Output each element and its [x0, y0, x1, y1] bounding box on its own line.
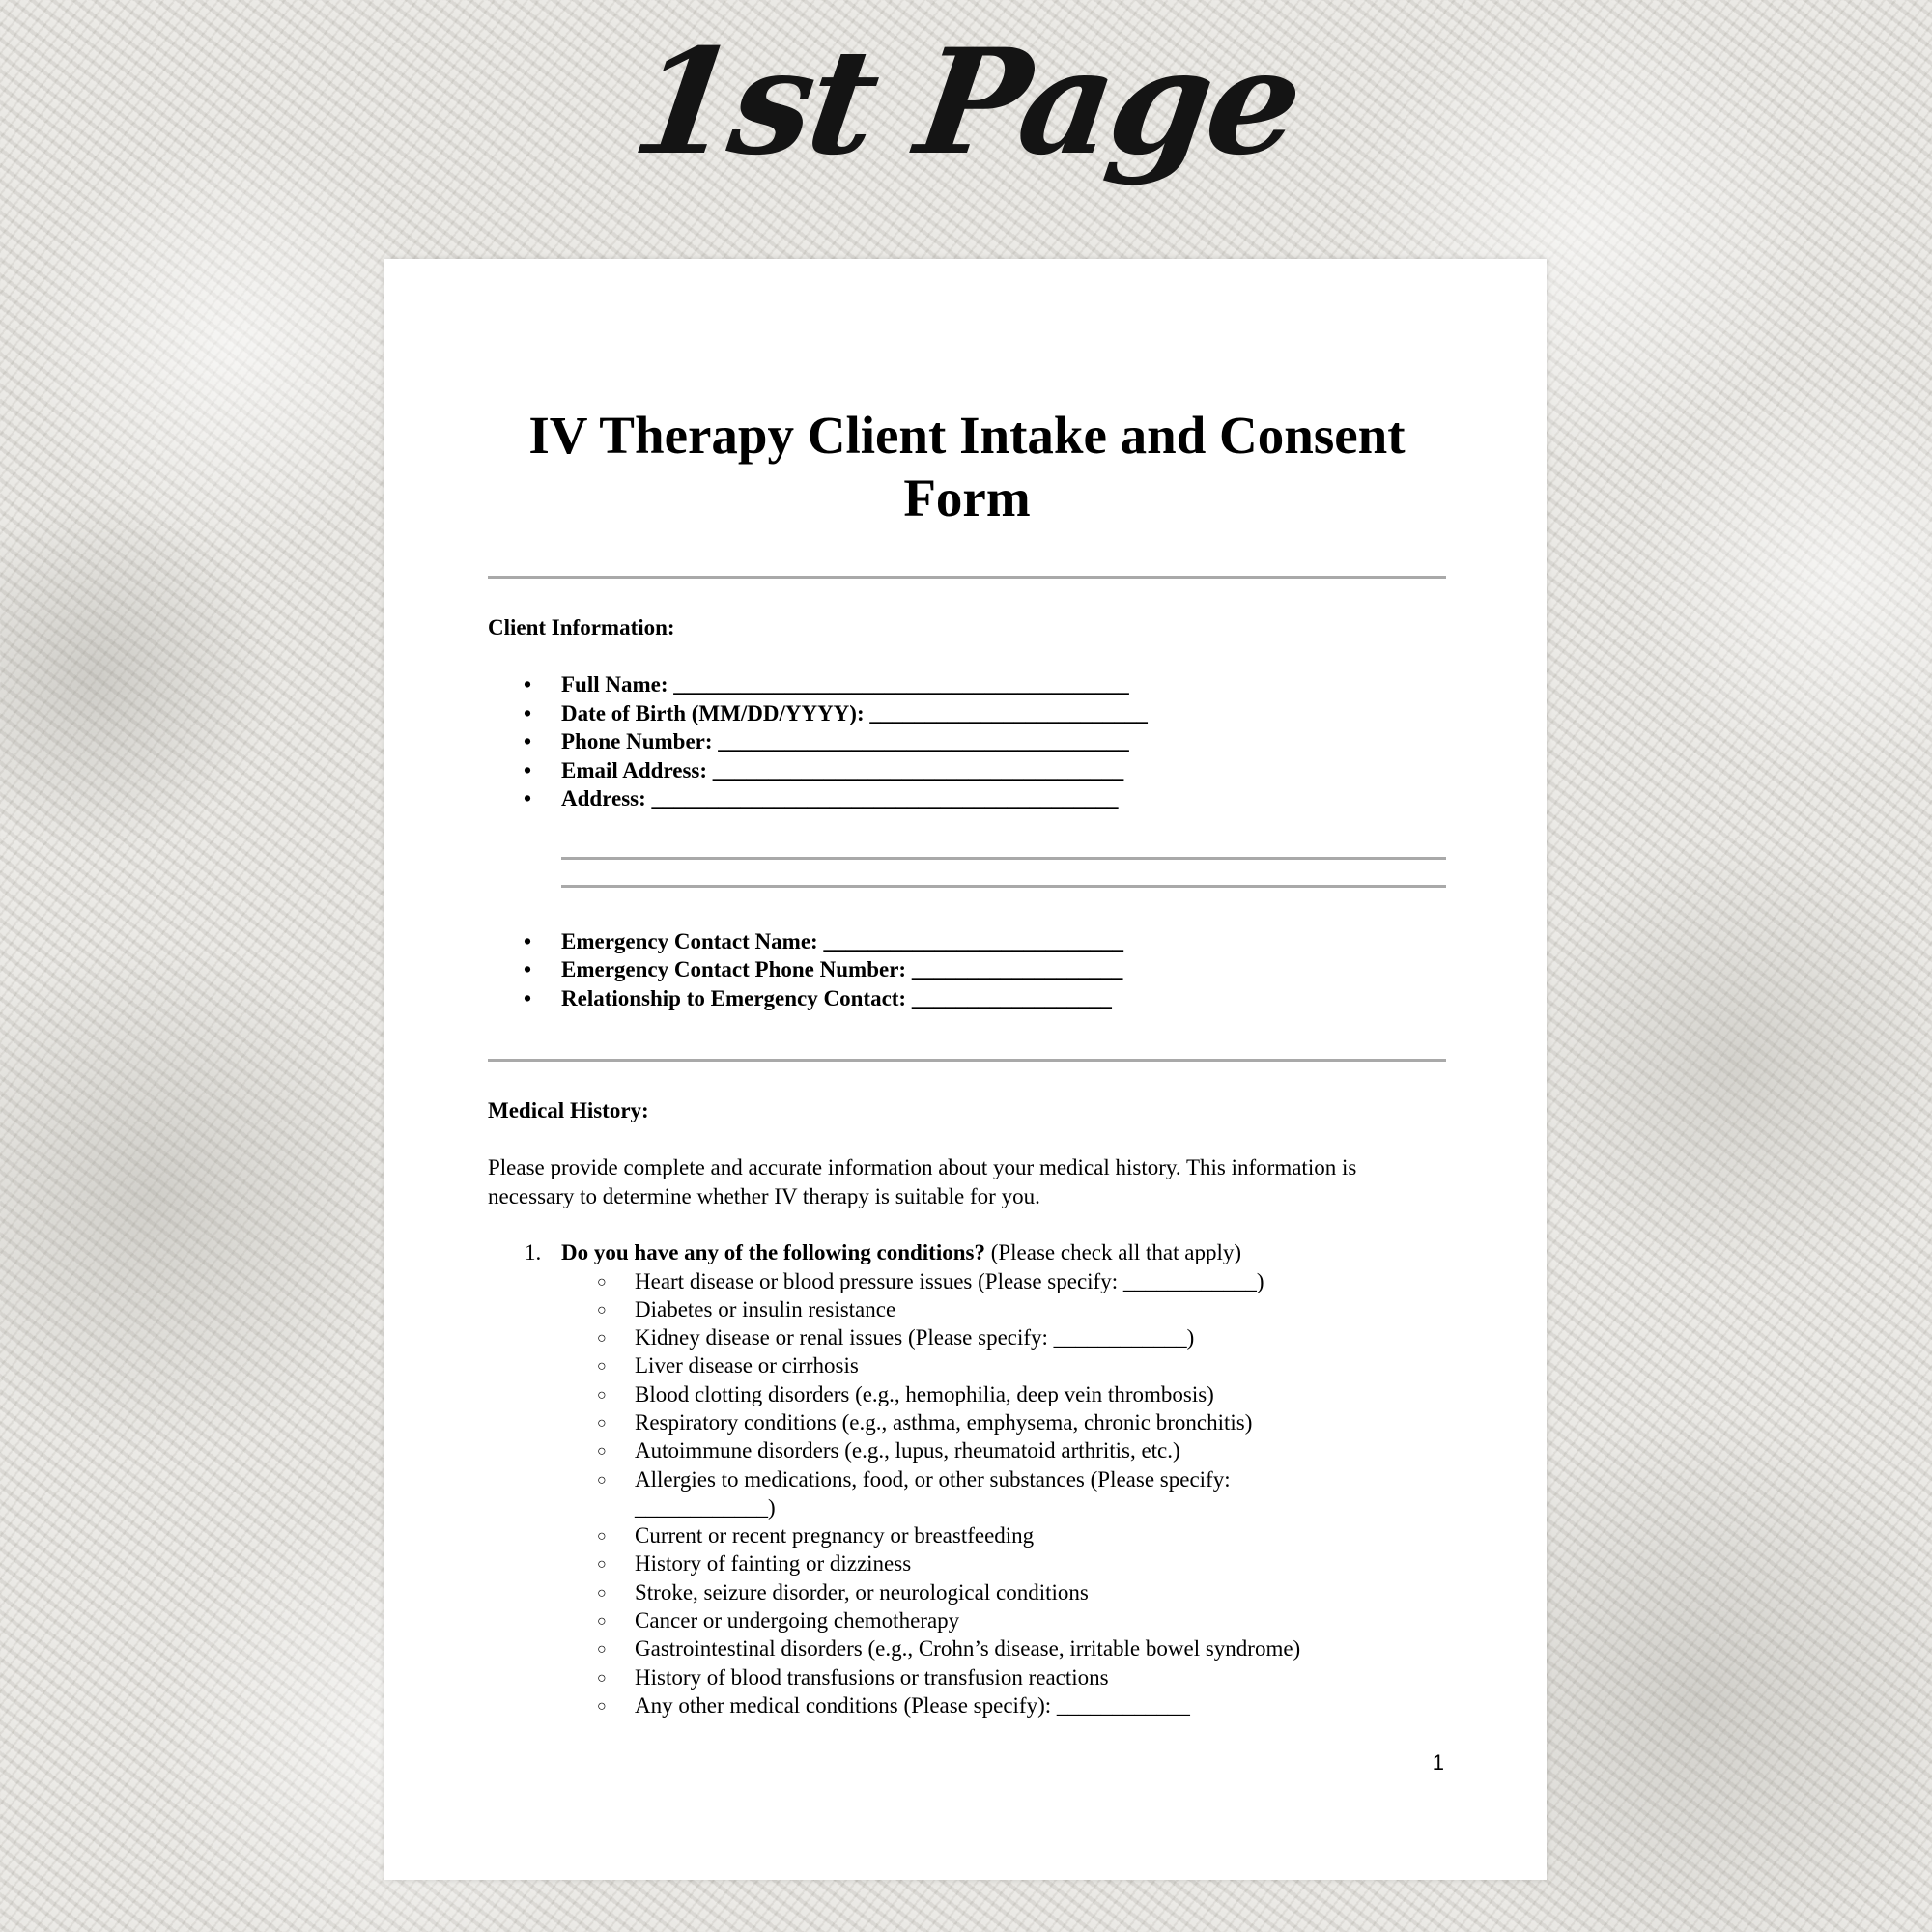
checkbox-circle-icon[interactable]: ○ [597, 1556, 607, 1574]
condition-item[interactable] [488, 1323, 1446, 1351]
field-phone-number[interactable] [488, 727, 1446, 756]
document-title: IV Therapy Client Intake and Consent Form [528, 406, 1406, 527]
condition-item[interactable] [488, 1634, 1446, 1662]
condition-item[interactable] [488, 1351, 1446, 1379]
document-page [384, 259, 1547, 1880]
condition-label: Any other medical conditions (Please specify): ____________ [635, 1692, 1190, 1718]
field-date-of-birth[interactable] [488, 699, 1446, 728]
checkbox-circle-icon[interactable]: ○ [597, 1301, 607, 1319]
checkbox-circle-icon[interactable]: ○ [597, 1528, 607, 1546]
bullet-icon: • [524, 757, 532, 782]
field-label: Emergency Contact Phone Number: ___________________ [561, 957, 1123, 981]
bullet-icon: • [524, 729, 532, 753]
checkbox-circle-icon[interactable]: ○ [597, 1273, 607, 1291]
condition-label: History of blood transfusions or transfusion reactions [635, 1664, 1109, 1690]
condition-label: Gastrointestinal disorders (e.g., Crohn’s disease, irritable bowel syndrome) [635, 1636, 1301, 1662]
checkbox-circle-icon[interactable]: ○ [597, 1613, 607, 1631]
checkbox-circle-icon[interactable]: ○ [597, 1330, 607, 1348]
field-emergency-contact-phone[interactable] [488, 955, 1446, 984]
bullet-icon: • [524, 672, 532, 696]
checkbox-circle-icon[interactable]: ○ [597, 1443, 607, 1461]
document-content [488, 404, 1446, 1719]
condition-item[interactable] [488, 1295, 1446, 1323]
bullet-icon: • [524, 700, 532, 725]
field-label: Address: __________________________________________ [561, 786, 1119, 810]
conditions-question [488, 1238, 1446, 1267]
field-emergency-relationship[interactable] [488, 984, 1446, 1013]
medical-history-intro: Please provide complete and accurate information about your medical history. This information is necessary to determine whether IV therapy is suitable for you. [488, 1155, 1357, 1208]
medical-history-heading: Medical History: [488, 1098, 649, 1122]
condition-item[interactable] [488, 1521, 1446, 1549]
question-text: Do you have any of the following conditions? [561, 1240, 985, 1264]
field-full-name[interactable] [488, 670, 1446, 699]
condition-label: Stroke, seizure disorder, or neurological conditions [635, 1579, 1089, 1605]
condition-label: Liver disease or cirrhosis [635, 1353, 859, 1378]
checkbox-circle-icon[interactable]: ○ [597, 1386, 607, 1404]
condition-item[interactable] [488, 1578, 1446, 1606]
checkbox-circle-icon[interactable]: ○ [597, 1641, 607, 1659]
condition-label: Blood clotting disorders (e.g., hemophilia, deep vein thrombosis) [635, 1381, 1214, 1406]
client-info-fields [488, 670, 1446, 813]
question-number: 1. [525, 1240, 542, 1264]
field-label: Phone Number: _____________________________________ [561, 729, 1129, 753]
checkbox-circle-icon[interactable]: ○ [597, 1669, 607, 1687]
field-label: Full Name: _________________________________________ [561, 672, 1129, 696]
field-emergency-contact-name[interactable] [488, 927, 1446, 956]
checkbox-circle-icon[interactable]: ○ [597, 1358, 607, 1376]
condition-item[interactable] [488, 1549, 1446, 1577]
condition-item[interactable] [488, 1606, 1446, 1634]
condition-item[interactable] [488, 1663, 1446, 1691]
checkbox-circle-icon[interactable]: ○ [597, 1697, 607, 1715]
emergency-contact-fields [488, 927, 1446, 1013]
condition-label: Current or recent pregnancy or breastfeeding [635, 1523, 1035, 1548]
field-label: Email Address: _____________________________________ [561, 757, 1124, 782]
condition-label: Cancer or undergoing chemotherapy [635, 1608, 960, 1634]
field-label: Date of Birth (MM/DD/YYYY): _________________________ [561, 700, 1148, 725]
page-banner-heading: 1st Page [623, 17, 1309, 187]
bullet-icon: • [524, 985, 532, 1010]
checkbox-circle-icon[interactable]: ○ [597, 1584, 607, 1602]
condition-item[interactable] [488, 1380, 1446, 1408]
checkbox-circle-icon[interactable]: ○ [597, 1414, 607, 1432]
field-label: Relationship to Emergency Contact: __________________ [561, 985, 1112, 1010]
condition-label: Autoimmune disorders (e.g., lupus, rheumatoid arthritis, etc.) [635, 1438, 1180, 1463]
page-number: 1 [1432, 1750, 1444, 1775]
condition-item[interactable] [488, 1691, 1446, 1719]
condition-label: Allergies to medications, food, or other substances (Please specify: ____________) [635, 1466, 1231, 1520]
condition-item[interactable] [488, 1465, 1446, 1522]
conditions-list [488, 1267, 1446, 1720]
question-note: (Please check all that apply) [984, 1240, 1241, 1264]
field-email-address[interactable] [488, 756, 1446, 785]
condition-item[interactable] [488, 1408, 1446, 1436]
bullet-icon: • [524, 786, 532, 810]
client-info-heading: Client Information: [488, 615, 675, 639]
checkbox-circle-icon[interactable]: ○ [597, 1471, 607, 1489]
condition-label: History of fainting or dizziness [635, 1551, 912, 1577]
condition-label: Diabetes or insulin resistance [635, 1296, 896, 1321]
bullet-icon: • [524, 928, 532, 953]
condition-label: Kidney disease or renal issues (Please specify: ____________) [635, 1325, 1195, 1350]
condition-item[interactable] [488, 1267, 1446, 1295]
condition-label: Heart disease or blood pressure issues (Please specify: ____________) [635, 1268, 1264, 1293]
bullet-icon: • [524, 957, 532, 981]
field-label: Emergency Contact Name: ___________________________ [561, 928, 1123, 953]
condition-item[interactable] [488, 1436, 1446, 1464]
field-address[interactable] [488, 784, 1446, 813]
condition-label: Respiratory conditions (e.g., asthma, emphysema, chronic bronchitis) [635, 1409, 1253, 1435]
